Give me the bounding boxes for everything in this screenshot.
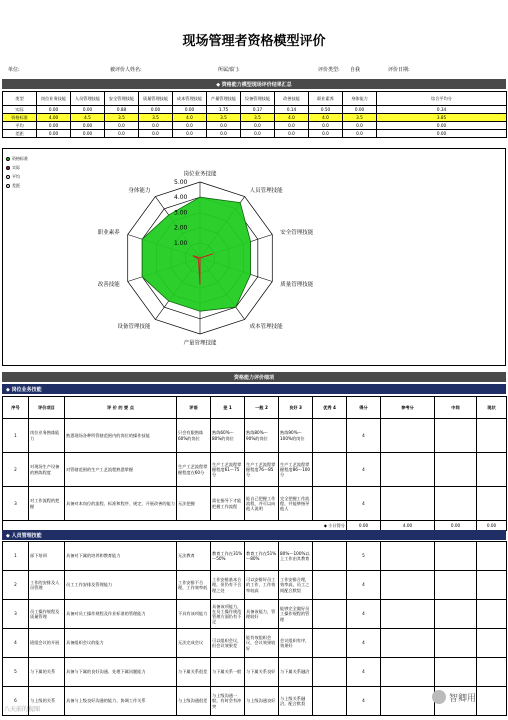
- detail-level-2: 需在指导下才能把握工作流程: [211, 487, 245, 521]
- detail-status: [477, 487, 507, 521]
- summary-cell: 差距: [3, 130, 37, 138]
- detail-status: [477, 453, 507, 487]
- detail-status: [477, 687, 507, 716]
- detail-point: 对管辖范围的生产工艺流程熟悉掌握: [65, 453, 177, 487]
- summary-header-cell: 综合平均分: [377, 92, 507, 106]
- summary-header-cell: 产量管理技能: [207, 92, 241, 106]
- summary-cell: 0.00: [71, 122, 105, 130]
- detail-row: [3, 542, 507, 571]
- detail-header-cell: 得分: [347, 397, 381, 419]
- detail-level-3: 能有效组织会议，会议效果较好: [245, 629, 279, 658]
- radar-tick-label: 1.00: [174, 239, 188, 247]
- detail-index: 2: [3, 571, 29, 600]
- detail-item: 与上级的关系: [29, 687, 65, 716]
- detail-empty: [381, 687, 435, 716]
- detail-level-3: 熟练80%～90%的岗位: [245, 419, 279, 453]
- eval-type-label: 评价类型:: [318, 67, 340, 73]
- detail-index: 2: [3, 453, 29, 487]
- detail-item: 班组会议的开展: [29, 629, 65, 658]
- eval-type-value: 自我: [350, 67, 361, 73]
- summary-row: [3, 122, 507, 130]
- detail-row: [3, 487, 507, 521]
- summary-cell: 0.0: [275, 122, 309, 130]
- detail-empty: [381, 453, 435, 487]
- detail-mid: [435, 487, 477, 521]
- summary-cell: 3.5: [343, 114, 377, 122]
- detail-header-cell: 良好 3: [279, 397, 313, 419]
- detail-index: 3: [3, 600, 29, 629]
- summary-cell: 1.75: [207, 106, 241, 114]
- detail-item: 对现场生产设备的熟练程度: [29, 453, 65, 487]
- radar-axis-label: 质量管理技能: [280, 282, 314, 289]
- summary-cell: 3.5: [139, 114, 173, 122]
- detail-level-2: 与上级沟通一般，有时会有冲突: [211, 687, 245, 716]
- detail-ref: 4: [347, 487, 381, 521]
- detail-score: [313, 542, 347, 571]
- detail-header-cell: 序号: [3, 397, 29, 419]
- radar-axis-label: 成本管理技能: [249, 324, 283, 331]
- summary-cell: 0.00: [37, 130, 71, 138]
- detail-header-cell: 现状: [477, 397, 507, 419]
- detail-point: 具备组织会议的能力: [65, 629, 177, 658]
- detail-level-4: 会议组织有序，效果好: [279, 629, 313, 658]
- summary-cell: 4.0: [173, 114, 207, 122]
- summary-header-cell: 人员管理技能: [71, 92, 105, 106]
- detail-level-1: 只会有限熟练60%的岗位: [177, 419, 211, 453]
- detail-ref: 4: [347, 629, 381, 658]
- summary-cell: 3.5: [105, 114, 139, 122]
- detail-score: [313, 629, 347, 658]
- detail-status: [477, 542, 507, 571]
- section-job-skills: ◆ 岗位业务技能: [2, 384, 506, 394]
- detail-ref: 4: [347, 453, 381, 487]
- detail-point: 员工工作安排及管理能力: [65, 571, 177, 600]
- detail-score: [313, 419, 347, 453]
- summary-cell: 实际: [3, 106, 37, 114]
- detail-score: [313, 600, 347, 629]
- detail-level-2: 与下属关系一般: [211, 658, 245, 687]
- subtotal-cell: 4.00: [381, 521, 435, 531]
- detail-level-4: 工作安排合理，效率高，员工之间配合默契: [279, 571, 313, 600]
- radar-axis-label: 职业素养: [97, 229, 120, 236]
- detail-level-1: 无法把握: [177, 487, 211, 521]
- detail-index: 1: [3, 542, 29, 571]
- detail-ref: 4: [347, 571, 381, 600]
- detail-score: [313, 487, 347, 521]
- summary-cell: 4.0: [309, 114, 343, 122]
- detail-header-cell: 评价项目: [29, 397, 65, 419]
- summary-cell: 资格标准: [3, 114, 37, 122]
- detail-empty: [381, 629, 435, 658]
- detail-mid: [435, 542, 477, 571]
- detail-mid: [435, 453, 477, 487]
- detail-mid: [435, 571, 477, 600]
- detail-item: 岗位业务熟练能力: [29, 419, 65, 453]
- section-people-mgmt: ◆ 人员管理技能: [2, 530, 506, 540]
- detail-level-1: 不具有该项能力: [177, 600, 211, 629]
- detail-index: 6: [3, 687, 29, 716]
- summary-cell: 0.88: [105, 106, 139, 114]
- detail-level-3: 可以安排好员工的工作，工作效率较高: [245, 571, 279, 600]
- summary-table: [2, 91, 507, 138]
- detail-mid: [435, 419, 477, 453]
- detail-score: [313, 571, 347, 600]
- detail-empty: [381, 600, 435, 629]
- legend-label: 实际: [12, 165, 20, 170]
- detail-level-1: 无法完成会议: [177, 629, 211, 658]
- summary-cell: 0.00: [343, 106, 377, 114]
- summary-header-cell: 岗位业务技能: [37, 92, 71, 106]
- summary-cell: 0.0: [241, 122, 275, 130]
- subtotal-label: ◆ 小计得分: [3, 521, 347, 531]
- detail-ref: 4: [347, 687, 381, 716]
- detail-item: 与下属的关系: [29, 658, 65, 687]
- summary-cell: 0.00: [37, 122, 71, 130]
- detail-row: [3, 658, 507, 687]
- subtotal-cell: 0.00: [477, 521, 507, 531]
- summary-cell: 4.5: [71, 114, 105, 122]
- legend-label: 资格标准: [12, 156, 28, 161]
- summary-cell: 4.0: [275, 114, 309, 122]
- detail-level-3: 与上级沟通良好: [245, 687, 279, 716]
- summary-cell: 平均: [3, 122, 37, 130]
- detail-level-2: 工作安排基本合理，但仍有不合理之处: [211, 571, 245, 600]
- summary-cell: 0.0: [173, 122, 207, 130]
- detail-level-3: 教育工作在51%～80%: [245, 542, 279, 571]
- detail-level-3: 能自己把握工作流程，并可以向他人说明: [245, 487, 279, 521]
- detail-item: 对工作流程的把握: [29, 487, 65, 521]
- radar-chart: [2, 148, 506, 366]
- radar-axis-label: 人员管理技能: [249, 187, 283, 194]
- radar-axis-label: 身体能力: [128, 187, 151, 194]
- watermark-left: 八天前的视图: [4, 706, 41, 713]
- detail-level-3: 生产工艺流程掌握程度76～85分: [245, 453, 279, 487]
- detail-header-cell: 评语: [177, 397, 211, 419]
- detail-point: 具备对员工操作规程及作业标准的管理能力: [65, 600, 177, 629]
- detail-index: 3: [3, 487, 29, 521]
- detail-status: [477, 571, 507, 600]
- subtotal-cell: 0.00: [347, 521, 381, 531]
- summary-header-cell: 身体能力: [343, 92, 377, 106]
- detail-ref: 4: [347, 600, 381, 629]
- detail-level-2: 具备该项能力，在员工操作规范管理方面仍有不足: [211, 600, 245, 629]
- detail-ref: 4: [347, 658, 381, 687]
- detail-level-4: 生产工艺流程掌握程度86～100分: [279, 453, 313, 487]
- detail-row: [3, 629, 507, 658]
- detail-row: [3, 571, 507, 600]
- detail-empty: [381, 487, 435, 521]
- summary-cell: 0.0: [241, 130, 275, 138]
- watermark: [432, 690, 476, 704]
- radar-series-standard: [142, 197, 250, 311]
- summary-row: [3, 106, 507, 114]
- radar-axis-label: 改善技能: [97, 282, 120, 289]
- summary-cell: 0.0: [275, 130, 309, 138]
- summary-cell: 0.00: [139, 106, 173, 114]
- summary-cell: 0.0: [173, 130, 207, 138]
- summary-cell: 0.17: [241, 106, 275, 114]
- summary-header-cell: 质量管理技能: [139, 92, 173, 106]
- summary-cell: 0.0: [139, 122, 173, 130]
- detail-item: 部下培训: [29, 542, 65, 571]
- detail-mid: [435, 600, 477, 629]
- detail-item: 工作的安排及人员管理: [29, 571, 65, 600]
- summary-cell: 0.00: [377, 122, 507, 130]
- summary-cell: 3.5: [207, 114, 241, 122]
- detail-mid: [435, 658, 477, 687]
- detail-level-1: 生产工艺流程掌握程度在60分: [177, 453, 211, 487]
- detail-header-cell: 参考分: [381, 397, 435, 419]
- detail-empty: [381, 542, 435, 571]
- summary-cell: 0.00: [71, 130, 105, 138]
- detail-header-cell: 差 1: [211, 397, 245, 419]
- summary-bar: ◆ 资格能力模型现场评价结果汇总: [2, 79, 506, 89]
- radar-axis-label: 产量管理技能: [183, 340, 217, 347]
- evaluatee-label: 被评价人姓名:: [110, 67, 142, 73]
- summary-cell: 3.85: [377, 114, 507, 122]
- radar-axis-label: 岗位业务技能: [183, 171, 217, 178]
- detail-level-4: 完全把握工作流程，并能够指导他人: [279, 487, 313, 521]
- wechat-icon: [432, 690, 446, 704]
- position-label: 所属部门:: [218, 67, 240, 73]
- summary-header-cell: 成本管理技能: [173, 92, 207, 106]
- detail-bar: 资格能力评价细项: [2, 372, 506, 382]
- detail-point: 具备与下属的良好沟通、处理下属问题能力: [65, 658, 177, 687]
- detail-level-2: 教育工作在31%～50%: [211, 542, 245, 571]
- summary-cell: 0.00: [173, 106, 207, 114]
- detail-row: [3, 600, 507, 629]
- radar-tick-label: 3.00: [174, 209, 188, 217]
- summary-cell: 0.0: [139, 130, 173, 138]
- detail-row: [3, 419, 507, 453]
- summary-cell: 0.00: [71, 106, 105, 114]
- summary-header-cell: 安全管理技能: [105, 92, 139, 106]
- summary-cell: 0.00: [377, 130, 507, 138]
- detail-row: [3, 453, 507, 487]
- radar-tick-label: 2.00: [174, 224, 188, 232]
- detail-level-1: 与上级沟通很差: [177, 687, 211, 716]
- detail-index: 4: [3, 629, 29, 658]
- detail-status: [477, 658, 507, 687]
- dept-label: 单位:: [8, 67, 20, 73]
- detail-empty: [381, 658, 435, 687]
- legend-label: 平均: [12, 174, 20, 179]
- summary-cell: 0.0: [343, 122, 377, 130]
- detail-header-cell: 一般 2: [245, 397, 279, 419]
- radar-tick-label: 4.00: [174, 194, 188, 202]
- detail-empty: [381, 571, 435, 600]
- detail-row: [3, 687, 507, 716]
- detail-header-cell: 中间: [435, 397, 477, 419]
- detail-level-2: 熟练60%～80%的岗位: [211, 419, 245, 453]
- detail-header-cell: 优秀 4: [313, 397, 347, 419]
- detail-ref: 4: [347, 419, 381, 453]
- radar-axis-label: 安全管理技能: [280, 229, 314, 236]
- detail-index: 5: [3, 658, 29, 687]
- summary-header-cell: 类型: [3, 92, 37, 106]
- detail-score: [313, 453, 347, 487]
- detail-item: 员工操作规程及质量管理: [29, 600, 65, 629]
- subtotal-row: [3, 521, 507, 531]
- summary-cell: 0.0: [105, 122, 139, 130]
- detail-score: [313, 687, 347, 716]
- summary-cell: 0.0: [207, 130, 241, 138]
- summary-cell: 0.00: [37, 106, 71, 114]
- radar-tick-label: 5.00: [174, 179, 188, 186]
- summary-cell: 0.50: [309, 106, 343, 114]
- detail-level-1: 工作安排不合理，工作效率低: [177, 571, 211, 600]
- subtotal-cell: 0.00: [435, 521, 477, 531]
- detail-level-4: 能够完全做好员工操作规程的管理: [279, 600, 313, 629]
- summary-cell: 0.0: [309, 122, 343, 130]
- detail-level-4: 80%～100%以上工作由其教育: [279, 542, 313, 571]
- date-label: 评价日期:: [388, 67, 410, 73]
- watermark-text: 智卿用: [449, 693, 477, 704]
- summary-cell: 0.14: [275, 106, 309, 114]
- detail-status: [477, 629, 507, 658]
- detail-header-cell: 评 价 的 要 点: [65, 397, 177, 419]
- summary-cell: 4.00: [37, 114, 71, 122]
- detail-level-1: 无法教育: [177, 542, 211, 571]
- summary-row: [3, 130, 507, 138]
- summary-cell: 3.5: [241, 114, 275, 122]
- detail-level-3: 与下属关系良好: [245, 658, 279, 687]
- legend-label: 差距: [12, 183, 20, 188]
- detail-index: 1: [3, 419, 29, 453]
- page-title: 现场管理者资格模型评价: [182, 34, 326, 49]
- detail-level-4: 与下属关系融洽: [279, 658, 313, 687]
- summary-cell: 0.0: [343, 130, 377, 138]
- detail-empty: [381, 419, 435, 453]
- detail-table-1: [2, 396, 507, 531]
- summary-header-cell: 设备管理技能: [241, 92, 275, 106]
- detail-level-4: 与上级关系融洽，配合默契: [279, 687, 313, 716]
- detail-level-2: 可以组织会议，但会议效果差: [211, 629, 245, 658]
- detail-point: 具备与上级良好沟通的能力、协调工作关系: [65, 687, 177, 716]
- summary-header-cell: 改善技能: [275, 92, 309, 106]
- detail-score: [313, 658, 347, 687]
- detail-point: 具备对本岗位的流程、标准和程序、规定、开展改善的能力: [65, 487, 177, 521]
- detail-status: [477, 600, 507, 629]
- detail-level-1: 与下属关系很差: [177, 658, 211, 687]
- detail-mid: [435, 629, 477, 658]
- summary-header-row: [3, 92, 507, 106]
- summary-row: [3, 114, 507, 122]
- detail-point: 熟悉现场各种所管辖范围内的岗位的操作技能: [65, 419, 177, 453]
- detail-status: [477, 419, 507, 453]
- radar-axis-label: 设备管理技能: [117, 324, 151, 331]
- summary-cell: 0.34: [377, 106, 507, 114]
- detail-level-4: 熟练90%～100%的岗位: [279, 419, 313, 453]
- summary-header-cell: 职业素养: [309, 92, 343, 106]
- detail-level-3: 具备该能力，管理较好: [245, 600, 279, 629]
- summary-cell: 0.0: [309, 130, 343, 138]
- detail-level-2: 生产工艺流程掌握程度61～75分: [211, 453, 245, 487]
- summary-cell: 0.0: [207, 122, 241, 130]
- detail-point: 具备对下属的培养和教育能力: [65, 542, 177, 571]
- summary-cell: 0.0: [105, 130, 139, 138]
- detail-ref: 5: [347, 542, 381, 571]
- detail-header-row: [3, 397, 507, 419]
